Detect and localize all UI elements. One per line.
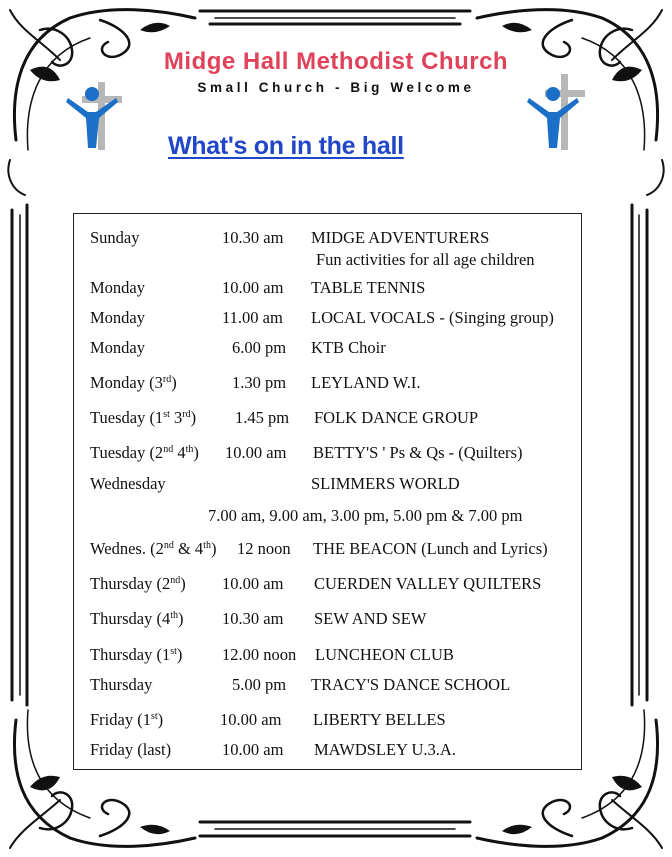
- row-day: Sunday: [90, 228, 140, 247]
- row-day: Thursday (2nd): [90, 574, 186, 593]
- row-time: 10.00 am: [222, 740, 284, 759]
- row-time: 10.30 am: [222, 228, 284, 247]
- row-activity: BETTY'S ' Ps & Qs - (Quilters): [313, 443, 523, 462]
- row-activity: MIDGE ADVENTURERS: [311, 228, 490, 247]
- row-day: Monday: [90, 308, 145, 327]
- row-time: 10.00 am: [222, 574, 284, 593]
- row-activity: KTB Choir: [311, 338, 386, 357]
- row-day: Thursday: [90, 675, 153, 694]
- row-time: 6.00 pm: [232, 338, 287, 357]
- row-time: 1.30 pm: [232, 373, 287, 392]
- row-time: 1.45 pm: [235, 408, 290, 427]
- row-time: 10.00 am: [225, 443, 287, 462]
- row-time: 12 noon: [237, 539, 291, 558]
- row-day: Friday (1st): [90, 710, 164, 729]
- row-time: 10.00 am: [222, 278, 284, 297]
- row-day: Monday: [90, 278, 145, 297]
- row-activity: MAWDSLEY U.3.A.: [314, 740, 456, 759]
- row-activity: LEYLAND W.I.: [311, 373, 421, 392]
- row-day: Friday (last): [90, 740, 172, 759]
- row-day: Tuesday (2nd 4th): [90, 443, 199, 462]
- row-activity: SEW AND SEW: [314, 609, 427, 628]
- row-activity: SLIMMERS WORLD: [311, 474, 460, 493]
- row-day: Monday (3rd): [90, 373, 177, 392]
- row-day: Thursday (4th): [90, 609, 184, 628]
- row-day: Wednes. (2nd & 4th): [90, 539, 217, 558]
- row-activity: TABLE TENNIS: [311, 278, 426, 297]
- church-name: Midge Hall Methodist Church: [163, 48, 509, 75]
- row-activity: LOCAL VOCALS - (Singing group): [311, 308, 554, 327]
- row-time: 10.30 am: [222, 609, 284, 628]
- page-title: What's on in the hall: [168, 132, 404, 160]
- row-day: Monday: [90, 338, 145, 357]
- tagline: Small Church - Big Welcome: [197, 80, 475, 95]
- row-day: Tuesday (1st 3rd): [90, 408, 197, 427]
- row-activity: TRACY'S DANCE SCHOOL: [311, 675, 511, 694]
- row-time: 12.00 noon: [222, 645, 297, 664]
- row-time: 7.00 am, 9.00 am, 3.00 pm, 5.00 pm & 7.00 pm: [208, 506, 523, 525]
- row-note: Fun activities for all age children: [316, 250, 535, 269]
- row-time: 11.00 am: [222, 308, 283, 327]
- row-activity: CUERDEN VALLEY QUILTERS: [314, 574, 542, 593]
- row-time: 10.00 am: [220, 710, 282, 729]
- row-activity: THE BEACON (Lunch and Lyrics): [313, 539, 548, 558]
- row-activity: FOLK DANCE GROUP: [314, 408, 479, 427]
- row-activity: LUNCHEON CLUB: [315, 645, 454, 664]
- row-time: 5.00 pm: [232, 675, 287, 694]
- row-activity: LIBERTY BELLES: [313, 710, 446, 729]
- row-day: Wednesday: [90, 474, 166, 493]
- row-day: Thursday (1st): [90, 645, 183, 664]
